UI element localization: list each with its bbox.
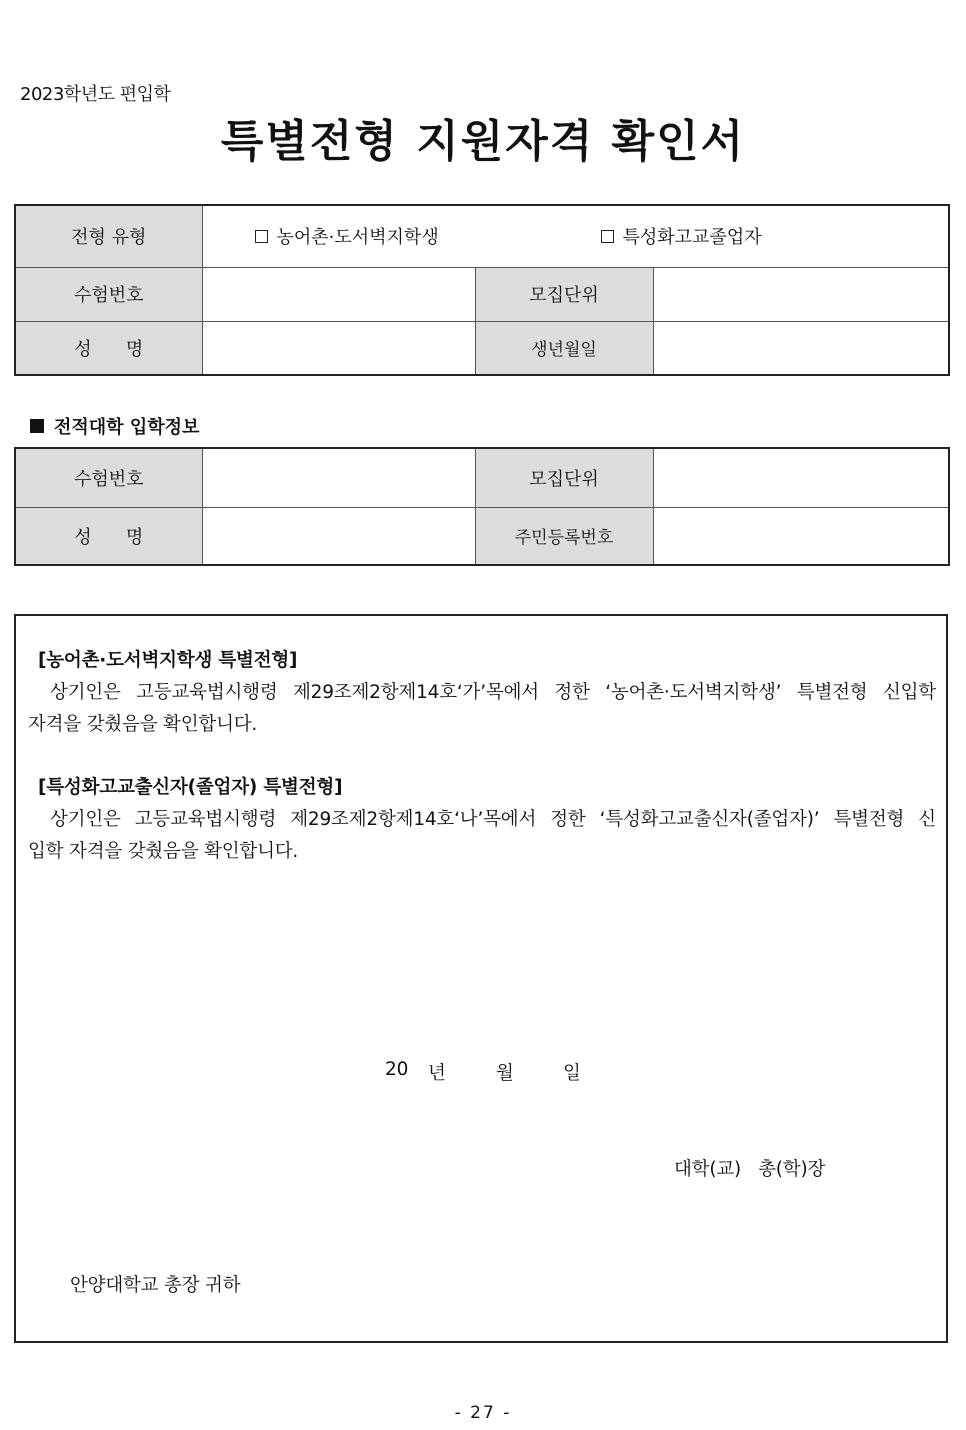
body-word: ‘농어촌·도서벽지학생’ <box>605 682 782 703</box>
date-year-unit: 년 <box>428 1063 446 1084</box>
option-vocational-label: 특성화고교졸업자 <box>622 227 762 249</box>
exam-number-field[interactable] <box>202 267 475 321</box>
rural-body-line-2: 자격을 갖췄음을 확인합니다. <box>28 714 258 735</box>
prev-recruit-unit-label: 모집단위 <box>475 448 653 507</box>
signer-title: 대학(교) 총(학)장 <box>674 1159 826 1180</box>
rural-body-line-1 <box>50 678 936 704</box>
prev-recruit-unit-field[interactable] <box>653 448 949 507</box>
admission-type-options <box>202 205 949 267</box>
body-word: 신 <box>918 809 936 830</box>
recruit-unit-label: 모집단위 <box>475 267 653 321</box>
body-word: 상기인은 <box>50 809 121 830</box>
vocational-heading: [특성화고교출신자(졸업자) 특별전형] <box>38 777 343 798</box>
checkbox-icon[interactable] <box>255 230 268 243</box>
confirmation-box <box>14 614 948 1343</box>
body-word: 특별전형 <box>833 809 905 830</box>
prev-name-label: 성 명 <box>15 507 202 565</box>
prev-name-field[interactable] <box>202 507 475 565</box>
prev-college-section-heading <box>30 413 199 439</box>
body-word: 제29조제2항제14호‘나’목에서 <box>290 809 537 830</box>
date-day-unit: 일 <box>563 1063 581 1084</box>
option-vocational-graduate[interactable] <box>601 206 762 267</box>
birth-date-field[interactable] <box>653 321 949 375</box>
date-month-unit: 월 <box>496 1063 514 1084</box>
exam-number-label: 수험번호 <box>15 267 202 321</box>
option-rural-student[interactable] <box>255 206 439 267</box>
admission-type-label: 전형 유형 <box>15 205 202 267</box>
prev-college-section-title: 전적대학 입학정보 <box>54 417 200 438</box>
body-word: 신입학 <box>882 682 936 703</box>
document-title: 특별전형 지원자격 확인서 <box>220 116 746 167</box>
name-field[interactable] <box>202 321 475 375</box>
rural-heading: [농어촌·도서벽지학생 특별전형] <box>38 650 298 671</box>
addressee: 안양대학교 총장 귀하 <box>70 1275 241 1296</box>
name-label: 성 명 <box>15 321 202 375</box>
admission-year-label: 2023학년도 편입학 <box>20 84 171 105</box>
birth-date-label: 생년월일 <box>475 321 653 375</box>
black-square-icon <box>30 419 44 433</box>
body-word: 정한 <box>554 682 590 703</box>
recruit-unit-field[interactable] <box>653 267 949 321</box>
resident-number-field[interactable] <box>653 507 949 565</box>
vocational-body-line-2: 입학 자격을 갖췄음을 확인합니다. <box>28 841 299 862</box>
body-word: 고등교육법시행령 <box>134 809 277 830</box>
body-word: 고등교육법시행령 <box>136 682 278 703</box>
option-rural-label: 농어촌·도서벽지학생 <box>276 227 439 249</box>
resident-number-label: 주민등록번호 <box>475 507 653 565</box>
vocational-body-line-1 <box>50 805 936 831</box>
applicant-info-table <box>14 204 950 376</box>
body-word: 특별전형 <box>796 682 868 703</box>
page-number: - 27 - <box>454 1403 512 1423</box>
prev-college-table <box>14 447 950 566</box>
body-word: 제29조제2항제14호‘가’목에서 <box>293 682 539 703</box>
prev-exam-number-field[interactable] <box>202 448 475 507</box>
date-year: 20 <box>385 1059 409 1080</box>
checkbox-icon[interactable] <box>601 230 614 243</box>
prev-exam-number-label: 수험번호 <box>15 448 202 507</box>
body-word: 정한 <box>550 809 586 830</box>
body-word: 상기인은 <box>50 682 121 703</box>
body-word: ‘특성화고교출신자(졸업자)’ <box>599 809 820 830</box>
